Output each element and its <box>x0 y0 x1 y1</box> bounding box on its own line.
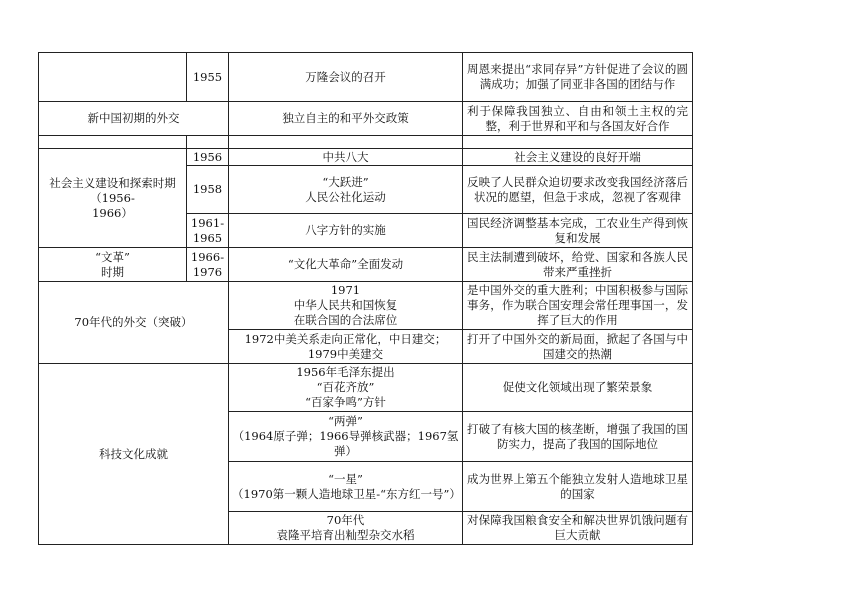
cell-event: “文化大革命”全面发动 <box>229 248 463 282</box>
cell-year: 1966- 1976 <box>187 248 229 282</box>
cell-event: 1972中美关系走向正常化，中日建交； 1979中美建交 <box>229 330 463 364</box>
history-table <box>38 52 693 545</box>
cell-event: 70年代 袁隆平培育出籼型杂交水稻 <box>229 512 463 545</box>
cell-event: “一星” （1970第一颗人造地球卫星-“东方红一号”） <box>229 462 463 512</box>
cell-empty <box>39 136 187 149</box>
cell-impact: 打破了有核大国的核垄断，增强了我国的国防实力，提高了我国的国际地位 <box>463 412 693 462</box>
cell-empty <box>187 136 229 149</box>
cell-year: 1961- 1965 <box>187 214 229 248</box>
cell-empty <box>229 136 463 149</box>
cell-event: 万隆会议的召开 <box>229 53 463 102</box>
cell-impact: 打开了中国外交的新局面，掀起了各国与中国建交的热潮 <box>463 330 693 364</box>
cell-event: “两弹” （1964原子弹；1966导弹核武器；1967氢弹） <box>229 412 463 462</box>
cell-period: 科技文化成就 <box>39 364 229 545</box>
cell-impact: 国民经济调整基本完成，工农业生产得到恢复和发展 <box>463 214 693 248</box>
cell-event: 1971 中华人民共和国恢复 在联合国的合法席位 <box>229 282 463 330</box>
cell-year: 1958 <box>187 166 229 214</box>
cell-impact: 成为世界上第五个能独立发射人造地球卫星的国家 <box>463 462 693 512</box>
cell-event: “大跃进” 人民公社化运动 <box>229 166 463 214</box>
cell-period-continued <box>39 53 187 102</box>
cell-event: 独立自主的和平外交政策 <box>229 102 463 136</box>
cell-impact: 反映了人民群众迫切要求改变我国经济落后状况的愿望，但急于求成，忽视了客观律 <box>463 166 693 214</box>
cell-year: 1956 <box>187 149 229 166</box>
cell-impact: 利于保障我国独立、自由和领土主权的完整，利于世界和平和与各国友好合作 <box>463 102 693 136</box>
cell-period: 社会主义建设和探索时期 （1956- 1966） <box>39 149 187 248</box>
cell-event: 1956年毛泽东提出 “百花齐放” “百家争鸣”方针 <box>229 364 463 412</box>
cell-period: 70年代的外交（突破） <box>39 282 229 364</box>
cell-impact: 是中国外交的重大胜利；中国积极参与国际事务，作为联合国安理会常任理事国一，发挥了巨大的作用 <box>463 282 693 330</box>
cell-impact: 促使文化领域出现了繁荣景象 <box>463 364 693 412</box>
cell-event: 中共八大 <box>229 149 463 166</box>
cell-year: 1955 <box>187 53 229 102</box>
cell-impact: 社会主义建设的良好开端 <box>463 149 693 166</box>
cell-event: 八字方针的实施 <box>229 214 463 248</box>
cell-period: 新中国初期的外交 <box>39 102 229 136</box>
cell-period: “文革” 时期 <box>39 248 187 282</box>
cell-impact: 民主法制遭到破坏，给党、国家和各族人民带来严重挫折 <box>463 248 693 282</box>
cell-impact: 对保障我国粮食安全和解决世界饥饿问题有巨大贡献 <box>463 512 693 545</box>
cell-empty <box>463 136 693 149</box>
cell-impact: 周恩来提出“求同存异”方针促进了会议的圆满成功；加强了同亚非各国的团结与作 <box>463 53 693 102</box>
